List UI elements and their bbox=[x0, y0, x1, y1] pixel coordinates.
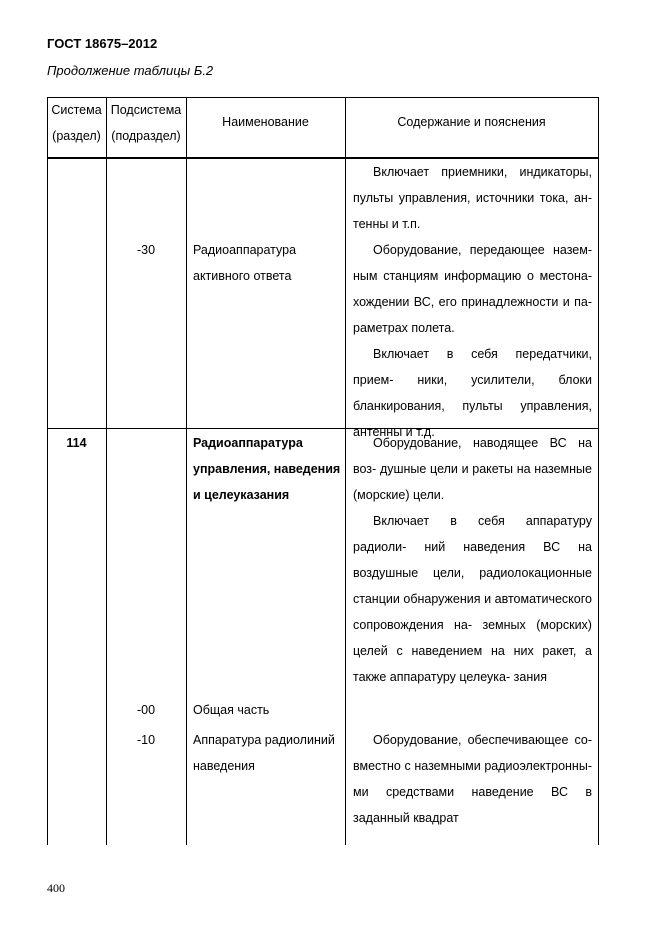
row3-name bbox=[193, 430, 343, 508]
text-line: ми средствами наведение ВС в заданный bbox=[353, 785, 592, 825]
text-line: земных (морских) целей с наведением на bbox=[353, 618, 592, 658]
text-line: и автоматического сопровождения на- bbox=[353, 592, 592, 632]
text-line: зания bbox=[513, 670, 547, 684]
column-divider-3 bbox=[345, 97, 346, 845]
row3-system: 114 bbox=[66, 436, 87, 450]
row2-subsystem: -30 bbox=[136, 243, 156, 257]
page-number: 400 bbox=[47, 881, 65, 895]
row1-content bbox=[353, 159, 592, 237]
text-line: тенны и т.п. bbox=[353, 217, 421, 231]
text-line: пульты управления, источники тока, ан- bbox=[353, 191, 592, 205]
name-line: Радиоаппаратура bbox=[193, 243, 297, 257]
text-line: Оборудование, передающее назем- bbox=[373, 243, 592, 257]
text-line: пульты управления, антенны и т.д. bbox=[353, 399, 592, 439]
name-line: управления, наведения bbox=[193, 462, 341, 476]
header-system-line1: Система bbox=[51, 103, 102, 117]
text-line: Включает приемники, индикаторы, bbox=[373, 165, 592, 179]
name-line: Аппаратура радиолиний bbox=[193, 733, 335, 747]
text-line: душные цели и ракеты на наземные bbox=[379, 462, 592, 476]
header-subsystem-line1: Подсистема bbox=[110, 103, 182, 117]
header-subsystem bbox=[106, 97, 186, 149]
table-continuation-caption: Продолжение таблицы Б.2 bbox=[47, 63, 214, 78]
header-name: Наименование bbox=[222, 115, 309, 129]
column-divider-2 bbox=[186, 97, 187, 845]
text-line: Включает в себя аппаратуру радиоли- bbox=[353, 514, 592, 554]
name-line: Радиоаппаратура bbox=[193, 436, 303, 450]
row4-name: Общая часть bbox=[193, 703, 270, 717]
row3-content bbox=[353, 430, 592, 690]
row2-para1 bbox=[353, 237, 592, 341]
text-line: хождении ВС, его принадлежности и па- bbox=[353, 295, 592, 309]
text-line: радиолокационные станции обнаружения bbox=[353, 566, 592, 606]
text-line: Включает в себя передатчики, прием- bbox=[353, 347, 592, 387]
row2-name bbox=[193, 237, 341, 289]
header-content: Содержание и пояснения bbox=[397, 115, 546, 129]
text-line: них ракет, а также аппаратуру целеука- bbox=[353, 644, 592, 684]
row2-content bbox=[353, 237, 592, 445]
text-line: Оборудование, наводящее ВС на воз- bbox=[353, 436, 592, 476]
row5-para1 bbox=[353, 727, 592, 831]
row5-content bbox=[353, 727, 592, 831]
name-line: и целеуказания bbox=[193, 488, 290, 502]
row5-name bbox=[193, 727, 343, 779]
text-line: квадрат bbox=[413, 811, 459, 825]
name-line: активного ответа bbox=[193, 269, 292, 283]
table-border-left bbox=[47, 97, 48, 845]
row5-subsystem: -10 bbox=[136, 733, 156, 747]
text-line: Оборудование, обеспечивающее со- bbox=[373, 733, 592, 747]
header-subsystem-line2: (подраздел) bbox=[111, 129, 181, 143]
row1-para bbox=[353, 159, 592, 237]
row3-para2 bbox=[353, 508, 592, 690]
standard-code: ГОСТ 18675–2012 bbox=[47, 36, 158, 51]
text-line: ний наведения ВС на воздушные цели, bbox=[353, 540, 592, 580]
row3-para1 bbox=[353, 430, 592, 508]
classification-table bbox=[47, 97, 599, 845]
name-line: наведения bbox=[193, 759, 255, 773]
header-system-line2: (раздел) bbox=[52, 129, 101, 143]
table-border-right bbox=[598, 97, 599, 845]
text-line: вместно с наземными радиоэлектронны- bbox=[353, 759, 592, 773]
text-line: (морские) цели. bbox=[353, 488, 445, 502]
text-line: раметрах полета. bbox=[353, 321, 455, 335]
row4-subsystem: -00 bbox=[136, 703, 156, 717]
text-line: ным станциям информацию о местона- bbox=[353, 269, 592, 283]
header-system bbox=[47, 97, 106, 149]
text-line: ники, усилители, блоки бланкирования, bbox=[353, 373, 592, 413]
